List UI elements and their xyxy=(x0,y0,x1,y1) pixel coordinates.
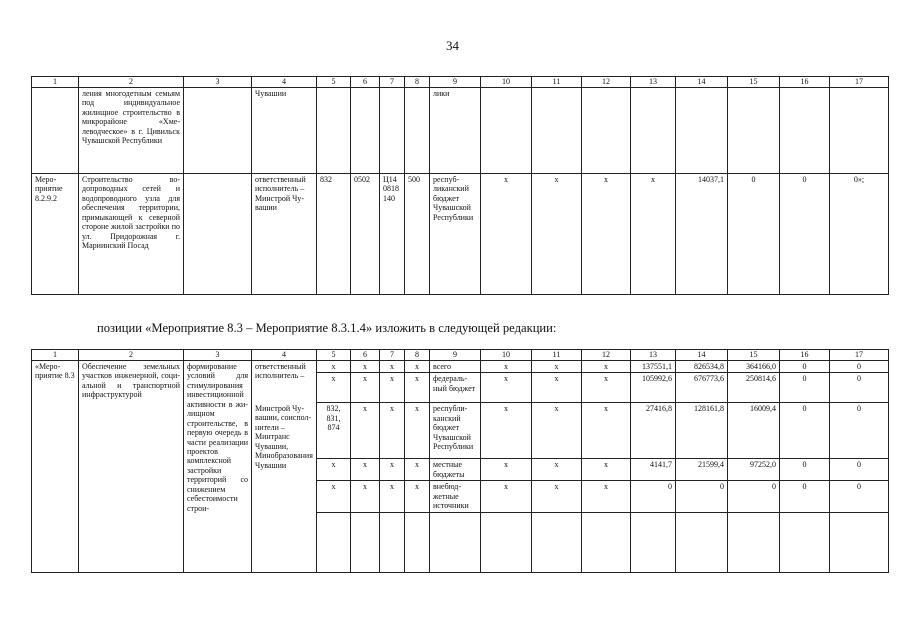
table-cell: 0 xyxy=(830,481,889,512)
table-cell: 21599,4 xyxy=(676,459,728,481)
column-number: 16 xyxy=(780,350,830,361)
table-cell: республиканский бюджет Чувашской Республики xyxy=(430,403,481,459)
column-number: 2 xyxy=(79,350,184,361)
table-cell: х xyxy=(481,459,532,481)
table-cell: х xyxy=(582,459,631,481)
column-number: 7 xyxy=(380,350,405,361)
column-number: 10 xyxy=(481,350,532,361)
column-number: 16 xyxy=(780,77,830,88)
column-number: 3 xyxy=(184,77,252,88)
table-cell: х xyxy=(317,361,351,373)
table-cell: формирование условий для стимулирования инвестиционной активности в жилищном строительстве, в первую очередь в части реализации проектов комплексной застройки территорий со снижением себестоимости строи- xyxy=(184,361,252,573)
column-number: 1 xyxy=(32,77,79,88)
column-number: 12 xyxy=(582,350,631,361)
table-cell: х xyxy=(481,174,532,295)
table-cell: 0 xyxy=(728,174,780,295)
table-cell: 832, 831, 874 xyxy=(317,403,351,459)
table-cell xyxy=(351,88,380,174)
column-number: 4 xyxy=(252,77,317,88)
table-cell xyxy=(405,512,430,572)
table-cell: местные бюджеты xyxy=(430,459,481,481)
table-cell: 0 xyxy=(631,481,676,512)
table-cell: х xyxy=(317,459,351,481)
table-cell xyxy=(317,512,351,572)
table-row xyxy=(32,361,889,373)
table-cell: Обеспечение земельных участков инженерной, социальной и транспортной инфраструктурой xyxy=(79,361,184,573)
column-number: 4 xyxy=(252,350,317,361)
table-cell: 826534,8 xyxy=(676,361,728,373)
table-cell: 14037,1 xyxy=(676,174,728,295)
table-cell: Чувашии xyxy=(252,88,317,174)
column-number: 11 xyxy=(532,77,582,88)
page-number: 34 xyxy=(446,38,459,53)
table-cell xyxy=(380,512,405,572)
column-number: 1 xyxy=(32,350,79,361)
table-cell: федеральный бюджет xyxy=(430,373,481,403)
column-number: 14 xyxy=(676,77,728,88)
table-cell: 832 xyxy=(317,174,351,295)
column-number: 10 xyxy=(481,77,532,88)
table-cell: х xyxy=(405,459,430,481)
table-cell: ления многодетным семьям под индивидуальное жилищное строительство в микрорайоне «Хмелеводческое» в г. Цивильск Чувашской Республики xyxy=(79,88,184,174)
table-cell xyxy=(184,88,252,174)
table-cell: 250814,6 xyxy=(728,373,780,403)
table-cell xyxy=(631,512,676,572)
table-cell xyxy=(728,88,780,174)
column-number: 8 xyxy=(405,77,430,88)
column-number: 14 xyxy=(676,350,728,361)
table-cell: х xyxy=(532,174,582,295)
column-number: 7 xyxy=(380,77,405,88)
table-cell: х xyxy=(351,481,380,512)
table-cell: х xyxy=(380,403,405,459)
column-number: 6 xyxy=(351,77,380,88)
table-cell: лики xyxy=(430,88,481,174)
table-cell: внебюджетные источники xyxy=(430,481,481,512)
table-cell xyxy=(780,512,830,572)
amendment-text: позиции «Мероприятие 8.3 – Мероприятие 8.3.1.4» изложить в следующей редакции: xyxy=(97,321,557,335)
table-cell xyxy=(780,88,830,174)
table-cell: х xyxy=(532,361,582,373)
table-cell xyxy=(481,512,532,572)
table-cell: х xyxy=(380,361,405,373)
table-measure-8-3 xyxy=(31,349,889,573)
table-cell: х xyxy=(405,403,430,459)
table-cell xyxy=(582,88,631,174)
table-cell: х xyxy=(351,373,380,403)
column-number: 5 xyxy=(317,77,351,88)
table-cell: х xyxy=(631,174,676,295)
table-cell xyxy=(351,512,380,572)
table-row xyxy=(32,88,889,174)
column-number: 17 xyxy=(830,77,889,88)
table-cell: Строительство водопроводных сетей и водопроводного узла для обеспечения территории, примыкающей к северной стороне жилой застройки по ул. Придорожная г. Мариинский Посад xyxy=(79,174,184,295)
table-cell: х xyxy=(582,403,631,459)
table-cell xyxy=(184,174,252,295)
table-cell xyxy=(582,512,631,572)
column-number: 17 xyxy=(830,350,889,361)
table-cell: 0 xyxy=(830,373,889,403)
table-cell xyxy=(481,88,532,174)
column-number: 15 xyxy=(728,77,780,88)
table-cell: 676773,6 xyxy=(676,373,728,403)
table-cell: 0 xyxy=(780,373,830,403)
table-cell: х xyxy=(582,174,631,295)
table-cell: х xyxy=(481,481,532,512)
column-number: 6 xyxy=(351,350,380,361)
table-cell: х xyxy=(532,459,582,481)
table-cell xyxy=(631,88,676,174)
table-cell: 0 xyxy=(830,361,889,373)
table-cell: х xyxy=(317,373,351,403)
table-cell: 0502 xyxy=(351,174,380,295)
table-cell: х xyxy=(380,373,405,403)
table-cell: 128161,8 xyxy=(676,403,728,459)
table-cell: х xyxy=(405,373,430,403)
table-cell xyxy=(676,512,728,572)
table-cell: 0 xyxy=(780,174,830,295)
table-cell: 27416,8 xyxy=(631,403,676,459)
table-cell: 0 xyxy=(780,481,830,512)
table-cell: 0 xyxy=(830,459,889,481)
column-number: 5 xyxy=(317,350,351,361)
table-cell: 0 xyxy=(780,459,830,481)
table-cell: 0 xyxy=(728,481,780,512)
table-cell: х xyxy=(317,481,351,512)
table-cell xyxy=(380,88,405,174)
table-cell: х xyxy=(532,403,582,459)
table-cell: х xyxy=(582,361,631,373)
column-number: 8 xyxy=(405,350,430,361)
table-cell: х xyxy=(405,361,430,373)
column-number: 3 xyxy=(184,350,252,361)
table-cell: х xyxy=(532,373,582,403)
table-cell: х xyxy=(380,481,405,512)
table-cell xyxy=(430,512,481,572)
table-cell: х xyxy=(380,459,405,481)
table-cell: Ц14 0818 140 xyxy=(380,174,405,295)
table-cell xyxy=(405,88,430,174)
table-cell: 4141,7 xyxy=(631,459,676,481)
column-number: 2 xyxy=(79,77,184,88)
table-cell: х xyxy=(582,481,631,512)
table-cell: 0 xyxy=(780,403,830,459)
table-cell: 97252,0 xyxy=(728,459,780,481)
table-cell: 105992,6 xyxy=(631,373,676,403)
table-cell: 0 xyxy=(830,403,889,459)
table-cell xyxy=(676,88,728,174)
table-cell xyxy=(728,512,780,572)
column-number: 13 xyxy=(631,350,676,361)
table-cell: «Мероприятие 8.3 xyxy=(32,361,79,573)
table-cell: 364166,0 xyxy=(728,361,780,373)
table-cell: х xyxy=(582,373,631,403)
table-cell xyxy=(830,512,889,572)
table-cell: 500 xyxy=(405,174,430,295)
table-cell: 16009,4 xyxy=(728,403,780,459)
table-cell xyxy=(317,88,351,174)
table-cell: х xyxy=(532,481,582,512)
table-cell: 0 xyxy=(780,361,830,373)
table-cell: х xyxy=(405,481,430,512)
table-cell: Минстрой Чувашии, соисполнители – Минтранс Чувашии, Минобразования Чувашии xyxy=(252,403,317,572)
table-cell: х xyxy=(351,459,380,481)
table-cell: республиканский бюджет Чувашской Республики xyxy=(430,174,481,295)
table-cell: х xyxy=(351,403,380,459)
table-cell: всего xyxy=(430,361,481,373)
table-cell: 137551,1 xyxy=(631,361,676,373)
column-number-row xyxy=(32,350,889,361)
table-cell: 0 xyxy=(676,481,728,512)
column-number: 12 xyxy=(582,77,631,88)
table-cell xyxy=(532,88,582,174)
table-continuation xyxy=(31,76,889,295)
table-cell: ответственный исполнитель – xyxy=(252,361,317,403)
table-cell: ответственный исполнитель – Минстрой Чувашии xyxy=(252,174,317,295)
table-cell xyxy=(532,512,582,572)
table-cell: х xyxy=(481,373,532,403)
column-number: 15 xyxy=(728,350,780,361)
column-number: 13 xyxy=(631,77,676,88)
column-number-row xyxy=(32,77,889,88)
table-cell: х xyxy=(351,361,380,373)
table-cell: 0»; xyxy=(830,174,889,295)
table-cell xyxy=(32,88,79,174)
table-cell: х xyxy=(481,361,532,373)
table-cell: х xyxy=(481,403,532,459)
table-cell xyxy=(830,88,889,174)
column-number: 11 xyxy=(532,350,582,361)
table-cell: Мероприятие 8.2.9.2 xyxy=(32,174,79,295)
column-number: 9 xyxy=(430,350,481,361)
column-number: 9 xyxy=(430,77,481,88)
table-row xyxy=(32,174,889,295)
